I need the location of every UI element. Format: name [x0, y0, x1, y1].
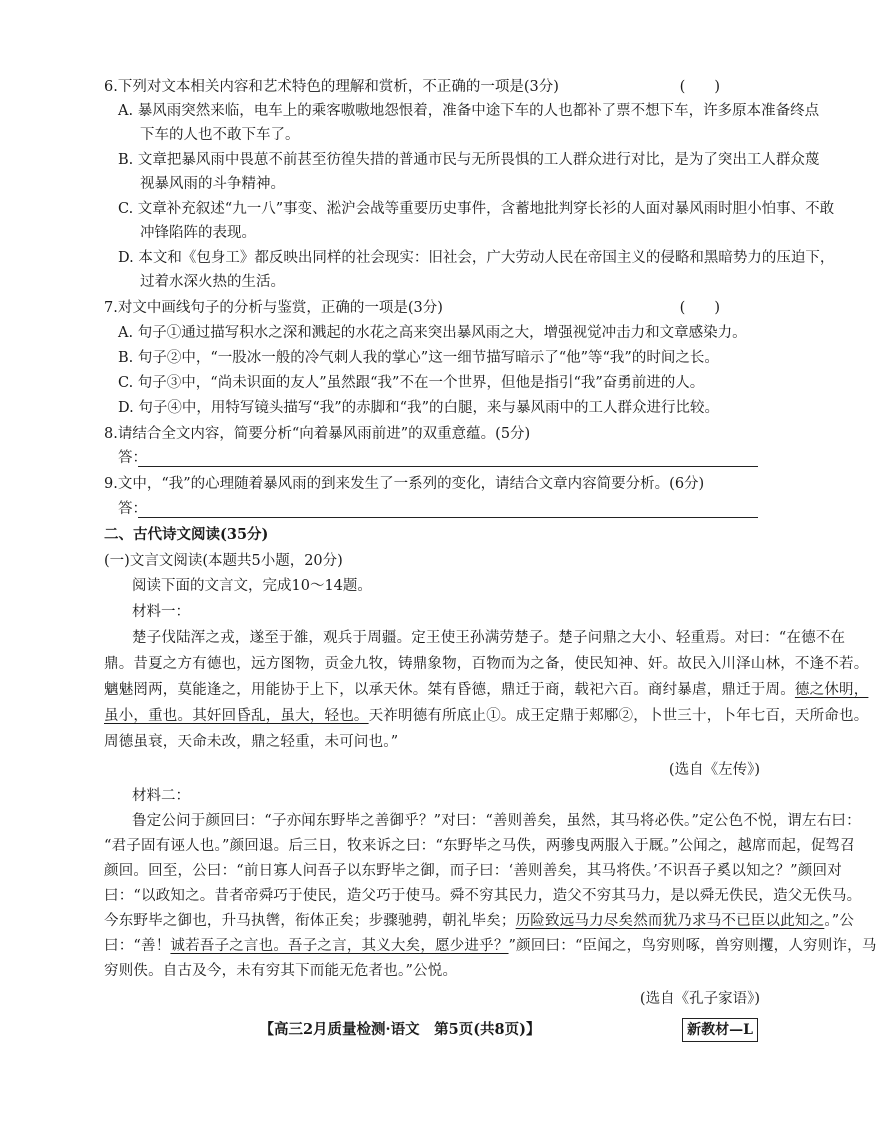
material2-text: 。”公 — [824, 913, 855, 929]
q7-option-b: B. 句子②中，“一股冰一般的冷气刺人我的掌心”这一细节描写暗示了“他”等“我”的时间之长。 — [118, 350, 719, 366]
q7-stem — [104, 298, 760, 318]
q9-answer-label: 答： — [118, 501, 147, 517]
q7-option-a: A. 句子①通过描写积水之深和溅起的水花之高来突出暴风雨之大，增强视觉冲击力和文章感染力。 — [118, 325, 747, 341]
material1-line: 鼎。昔夏之方有德也，远方图物，贡金九牧，铸鼎象物，百物而为之备，使民知神、奸。故民入川泽山林，不逢不若。 — [104, 656, 869, 672]
material1-line — [104, 706, 869, 726]
q7-option-c: C. 句子③中，“尚未识面的友人”虽然跟“我”不在一个世界，但他是指引“我”奋勇前进的人。 — [118, 375, 705, 391]
material2-line: 曰：“以政知之。昔者帝舜巧于使民，造父巧于使马。舜不穷其民力，造父不穷其马力，是以舜无佚民，造父无佚马。 — [104, 888, 862, 904]
q6-option-b-cont: 视暴风雨的斗争精神。 — [140, 176, 285, 192]
material2-line: 颜回。回至，公曰：“前日寡人问吾子以东野毕之御，而子曰：‘善则善矣，其马将佚。’不识吾子奚以知之？”颜回对 — [104, 863, 842, 879]
underlined-sentence: 虽小，重也。其奸回昏乱，虽大，轻也。 — [104, 708, 369, 724]
q7-answer-bracket: ( ) — [679, 300, 720, 316]
q7-option-d: D. 句子④中，用特写镜头描写“我”的赤脚和“我”的白腿，来与暴风雨中的工人群众进行比较。 — [118, 400, 719, 416]
reading-instruction: 阅读下面的文言文，完成10～14题。 — [132, 578, 372, 594]
material1-line: 楚子伐陆浑之戎，遂至于雒，观兵于周疆。定王使王孙满劳楚子。楚子问鼎之大小、轻重焉。对曰：“在德不在 — [132, 630, 846, 646]
q6-option-d: D. 本文和《包身工》都反映出同样的社会现实：旧社会，广大劳动人民在帝国主义的侵略和黑暗势力的压迫下， — [118, 250, 835, 266]
section-title: 二、古代诗文阅读(35分) — [104, 526, 269, 543]
material2-text: 曰：“善！ — [104, 938, 171, 954]
underlined-sentence: 诚若吾子之言也。吾子之言，其义大矣，愿少进乎？ — [170, 938, 509, 954]
material2-line — [104, 911, 855, 931]
material1-line — [104, 680, 869, 700]
q6-stem-text: 6.下列对文本相关内容和艺术特色的理解和赏析，不正确的一项是(3分) — [104, 79, 559, 95]
edition-badge: 新教材—L — [682, 1018, 758, 1042]
q9-answer-line[interactable] — [138, 517, 758, 518]
material2-label: 材料二： — [132, 788, 190, 804]
material1-label: 材料一： — [132, 604, 190, 620]
q9-stem: 9.文中，“我”的心理随着暴风雨的到来发生了一系列的变化，请结合文章内容简要分析。(6分) — [104, 476, 705, 492]
q6-option-d-cont: 过着水深火热的生活。 — [140, 274, 285, 290]
material2-text: ”颜回曰：“臣闻之，鸟穷则啄，兽穷则攫，人穷则诈，马 — [508, 938, 877, 954]
material2-text: 今东野毕之御也，升马执辔，衔体正矣；步骤驰骋，朝礼毕矣； — [104, 913, 516, 929]
q6-stem — [104, 77, 760, 97]
material1-source: (选自《左传》) — [668, 762, 760, 778]
subsection-title: (一)文言文阅读(本题共5小题，20分) — [104, 553, 343, 569]
underlined-sentence: 德之休明， — [794, 682, 869, 698]
q8-answer-line[interactable] — [138, 466, 758, 467]
material1-text: 天祚明德有所底止①。成王定鼎于郏鄏②，卜世三十，卜年七百，天所命也。 — [368, 708, 869, 724]
page-footer — [0, 1018, 800, 1044]
material1-text: 魑魅罔两，莫能逢之，用能协于上下，以承天休。桀有昏德，鼎迁于商，载祀六百。商纣暴虐，鼎迁于周。 — [104, 682, 795, 698]
underlined-sentence: 历险致远马力尽矣然而犹乃求马不已臣以此知之 — [515, 913, 825, 929]
q8-answer-label: 答： — [118, 450, 147, 466]
q6-option-a-cont: 下车的人也不敢下车了。 — [140, 127, 300, 143]
q6-option-c: C. 文章补充叙述“九一八”事变、淞沪会战等重要历史事件，含蓄地批判穿长衫的人面对暴风雨时胆小怕事、不敢 — [118, 201, 835, 217]
q6-option-a: A. 暴风雨突然来临，电车上的乘客嗷嗷地怨恨着，准备中途下车的人也都补了票不想下车，许多原本准备终点 — [118, 103, 820, 119]
material2-line: 穷则佚。自古及今，未有穷其下而能无危者也。”公悦。 — [104, 963, 458, 979]
q6-option-c-cont: 冲锋陷阵的表现。 — [140, 225, 256, 241]
material1-line: 周德虽衰，天命未改，鼎之轻重，未可问也。” — [104, 734, 399, 750]
footer-page-info: 【高三2月质量检测·语文 第5页(共8页)】 — [259, 1021, 541, 1038]
q8-stem: 8.请结合全文内容，简要分析“向着暴风雨前进”的双重意蕴。(5分) — [104, 426, 531, 442]
material2-source: (选自《孔子家语》) — [639, 991, 760, 1007]
material2-line: 鲁定公问于颜回曰：“子亦闻东野毕之善御乎？”对曰：“善则善矣，虽然，其马将必佚。”定公色不悦，谓左右曰： — [132, 813, 861, 829]
material2-line: “君子固有诬人也。”颜回退。后三日，牧来诉之曰：“东野毕之马佚，两骖曳两服入于厩。”公闻之，越席而起，促驾召 — [104, 838, 855, 854]
material2-line — [104, 936, 877, 956]
q7-stem-text: 7.对文中画线句子的分析与鉴赏，正确的一项是(3分) — [104, 300, 443, 316]
q6-answer-bracket: ( ) — [679, 79, 720, 95]
q6-option-b: B. 文章把暴风雨中畏葸不前甚至彷徨失措的普通市民与无所畏惧的工人群众进行对比，是为了突出工人群众蔑 — [118, 152, 820, 168]
